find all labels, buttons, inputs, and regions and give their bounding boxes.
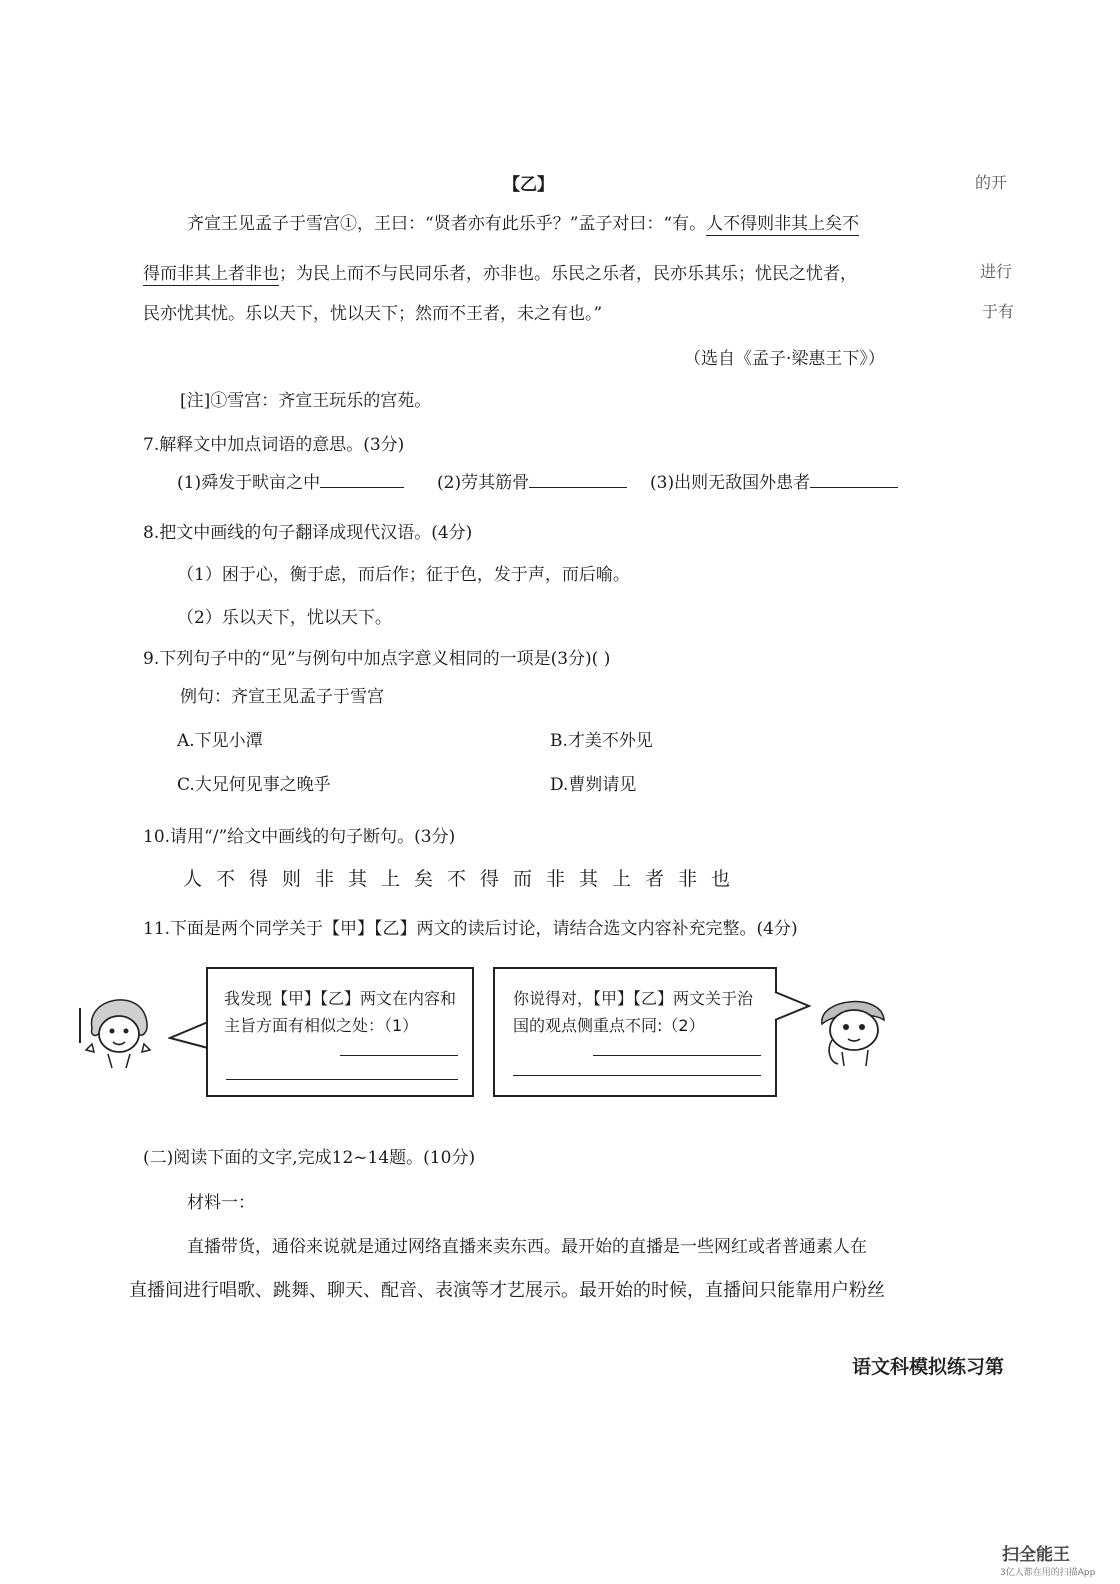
underlined-sentence-part-2: 得而非其上者非也: [143, 264, 279, 284]
question-7-item-1-text: (1)舜发于畎亩之中: [177, 473, 321, 493]
question-11-stem: 11.下面是两个同学关于【甲】【乙】两文的读后讨论，请结合选文内容补充完整。(4分): [143, 919, 798, 939]
question-7-item-1: [177, 468, 404, 493]
question-9-stem: 9.下列句子中的“见”与例句中加点字意义相同的一项是(3分)( ): [143, 649, 611, 669]
question-7-item-3-text: (3)出则无敌国外患者: [650, 473, 811, 493]
margin-text-right-1: 的开: [975, 173, 1008, 192]
question-10-sentence: 人不得则非其上矣不得而非其上者非也: [183, 868, 745, 890]
question-7-item-3: [650, 468, 898, 493]
passage-line-1-text: 齐宣王见孟子于雪宫①，王曰：“贤者亦有此乐乎？”孟子对曰：“有。: [187, 214, 707, 234]
question-9-example: 例句：齐宣王见孟子于雪宫: [180, 687, 384, 707]
bubble-tail-right-icon: [773, 990, 813, 1024]
question-7-item-2: [437, 468, 627, 493]
material-paragraph-line-2: 直播间进行唱歌、跳舞、聊天、配音、表演等才艺展示。最开始的时候，直播间只能靠用户粉丝: [129, 1280, 885, 1301]
underlined-sentence-part-1: 人不得则非其上矣不: [706, 214, 860, 234]
question-8-stem: 8.把文中画线的句子翻译成现代汉语。(4分): [143, 523, 473, 543]
passage-line-2: [143, 259, 857, 284]
question-8-item-2: （2）乐以天下，忧以天下。: [177, 608, 392, 628]
question-7-stem: 7.解释文中加点词语的意思。(3分): [143, 435, 405, 455]
answer-line[interactable]: [340, 1055, 458, 1056]
question-7-item-2-text: (2)劳其筋骨: [437, 473, 530, 493]
passage-line-2-text: ；为民上而不与民同乐者，亦非也。乐民之乐者，民亦乐其乐；忧民之忧者，: [279, 264, 857, 284]
margin-text-right-3: 于有: [982, 302, 1015, 321]
scanner-watermark-brand: 扫全能王: [1002, 1545, 1070, 1565]
answer-blank[interactable]: [810, 471, 898, 488]
option-c[interactable]: C.大兄何见事之晚乎: [177, 775, 331, 795]
speech-bubble-right-text: 你说得对，【甲】【乙】两文关于治国的观点侧重点不同:（2）: [513, 989, 754, 1035]
answer-line[interactable]: [513, 1075, 761, 1076]
material-label: 材料一：: [187, 1193, 255, 1213]
scanner-watermark-sub: 3亿人都在用的扫描App: [1000, 1568, 1096, 1578]
passage-line-3: 民亦忧其忧。乐以天下，忧以天下；然而不王者，未之有也。”: [143, 304, 603, 324]
source-citation: （选自《孟子·梁惠王下》）: [684, 349, 885, 369]
part-2-heading: (二)阅读下面的文字,完成12~14题。(10分): [143, 1148, 476, 1168]
speech-bubble-left: [206, 967, 474, 1097]
speech-bubble-right: [493, 967, 777, 1097]
speech-bubble-left-text: 我发现【甲】【乙】两文在内容和主旨方面有相似之处：（1）: [224, 989, 457, 1035]
option-b[interactable]: B.才美不外见: [550, 731, 653, 751]
margin-text-right-2: 进行: [980, 262, 1013, 281]
question-8-item-1: （1）困于心，衡于虑，而后作；征于色，发于声，而后喻。: [177, 565, 630, 585]
girl-cartoon-icon: [78, 988, 160, 1070]
page-footer-label: 语文科模拟练习第: [852, 1356, 1005, 1378]
answer-blank[interactable]: [320, 471, 404, 488]
answer-line[interactable]: [226, 1079, 458, 1080]
option-d[interactable]: D.曹刿请见: [550, 775, 637, 795]
footnote: [注]①雪宫：齐宣王玩乐的宫苑。: [180, 391, 432, 411]
passage-line-1: [187, 209, 859, 234]
material-paragraph-line-1: 直播带货，通俗来说就是通过网络直播来卖东西。最开始的直播是一些网红或者普通素人在: [187, 1237, 867, 1257]
question-10-stem: 10.请用“/”给文中画线的句子断句。(3分): [143, 827, 456, 847]
answer-blank[interactable]: [529, 471, 627, 488]
section-title: 【乙】: [503, 175, 554, 195]
answer-line[interactable]: [593, 1055, 761, 1056]
option-a[interactable]: A.下见小潭: [177, 731, 263, 751]
boy-cartoon-icon: [812, 990, 894, 1070]
